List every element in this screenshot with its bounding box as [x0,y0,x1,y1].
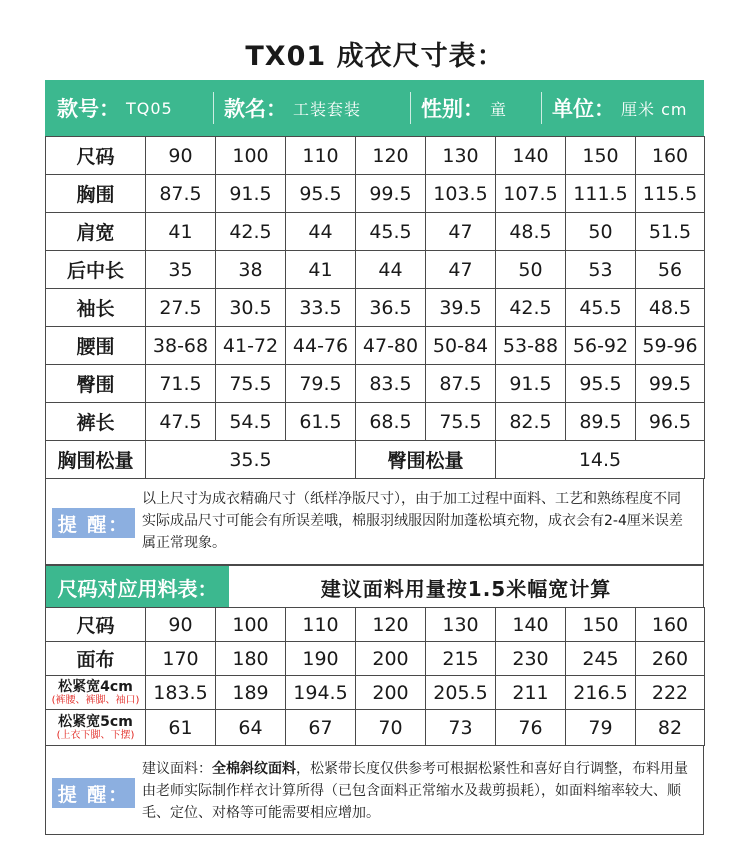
style-name [214,80,410,136]
value-cell: 82 [636,710,705,746]
size-cell: 90 [146,137,216,175]
value-cell: 54.5 [216,403,286,441]
size-header-label: 尺码 [46,137,146,175]
row-label [46,676,146,710]
value-cell: 87.5 [426,365,496,403]
style-number [45,80,213,136]
value-cell: 211 [496,676,566,710]
value-cell: 44 [356,251,426,289]
value-cell: 99.5 [356,175,426,213]
table-row [46,710,705,746]
fabric-section-title: 建议面料用量按1.5米幅宽计算 [320,576,612,601]
value-cell: 30.5 [216,289,286,327]
value-cell: 75.5 [426,403,496,441]
value-cell: 39.5 [426,289,496,327]
hip-ease-value: 14.5 [496,441,705,479]
value-cell: 87.5 [146,175,216,213]
value-cell: 59-96 [636,327,705,365]
value-cell: 56 [636,251,705,289]
size-cell: 140 [496,137,566,175]
value-cell: 170 [146,642,216,676]
style-number-value: TQ05 [126,98,173,118]
elastic-4cm-label: 松紧宽4cm [58,678,133,695]
value-cell: 75.5 [216,365,286,403]
value-cell: 200 [356,676,426,710]
value-cell: 44 [286,213,356,251]
value-cell: 245 [566,642,636,676]
chest-ease-value: 35.5 [146,441,356,479]
value-cell: 79.5 [286,365,356,403]
value-cell: 47-80 [356,327,426,365]
size-cell: 160 [636,137,705,175]
elastic-4cm-note: (裤腰、裤脚、袖口) [51,694,140,706]
reminder-tag: 提 醒： [52,508,135,538]
value-cell: 96.5 [636,403,705,441]
row-label: 面布 [46,642,146,676]
size-cell: 120 [356,608,426,642]
info-bar [45,80,704,136]
value-cell: 48.5 [636,289,705,327]
fabric-header-label: 尺码 [46,608,146,642]
table-row [46,289,705,327]
size-header-row [46,137,705,175]
value-cell: 35 [146,251,216,289]
value-cell: 48.5 [496,213,566,251]
size-cell: 130 [426,137,496,175]
hip-ease-label: 臀围松量 [356,441,496,479]
fabric-section-label: 尺码对应用料表： [46,566,229,608]
value-cell: 205.5 [426,676,496,710]
row-label: 腰围 [46,327,146,365]
value-cell: 61.5 [286,403,356,441]
value-cell: 53 [566,251,636,289]
value-cell: 41 [286,251,356,289]
size-cell: 100 [216,137,286,175]
ease-row [46,441,705,479]
value-cell: 42.5 [216,213,286,251]
table-row [46,676,705,710]
fabric-suggestion-prefix: 建议面料： [142,761,212,777]
gender [411,80,541,136]
row-label: 肩宽 [46,213,146,251]
size-cell: 110 [286,608,356,642]
row-label: 胸围 [46,175,146,213]
value-cell: 41-72 [216,327,286,365]
value-cell: 51.5 [636,213,705,251]
size-cell: 150 [566,608,636,642]
value-cell: 95.5 [566,365,636,403]
style-number-label: 款号： [57,97,120,121]
table-row [46,642,705,676]
size-cell: 160 [636,608,705,642]
fabric-header-row [46,608,705,642]
value-cell: 79 [566,710,636,746]
value-cell: 99.5 [636,365,705,403]
value-cell: 216.5 [566,676,636,710]
value-cell: 50 [566,213,636,251]
value-cell: 70 [356,710,426,746]
value-cell: 47.5 [146,403,216,441]
row-label: 袖长 [46,289,146,327]
size-cell: 140 [496,608,566,642]
value-cell: 64 [216,710,286,746]
size-cell: 100 [216,608,286,642]
note-box [45,479,704,565]
value-cell: 111.5 [566,175,636,213]
note-box [45,745,704,835]
chest-ease-label: 胸围松量 [46,441,146,479]
value-cell: 50 [496,251,566,289]
value-cell: 190 [286,642,356,676]
table-row [46,213,705,251]
unit-label: 单位： [552,97,615,121]
value-cell: 183.5 [146,676,216,710]
size-cell: 90 [146,608,216,642]
value-cell: 89.5 [566,403,636,441]
value-cell: 222 [636,676,705,710]
value-cell: 45.5 [356,213,426,251]
value-cell: 56-92 [566,327,636,365]
value-cell: 103.5 [426,175,496,213]
value-cell: 68.5 [356,403,426,441]
elastic-5cm-label: 松紧宽5cm [58,713,133,730]
reminder-tag: 提 醒： [52,778,135,808]
value-cell: 27.5 [146,289,216,327]
value-cell: 230 [496,642,566,676]
style-name-value: 工装套装 [293,99,362,119]
value-cell: 215 [426,642,496,676]
value-cell: 73 [426,710,496,746]
value-cell: 260 [636,642,705,676]
value-cell: 91.5 [216,175,286,213]
value-cell: 61 [146,710,216,746]
value-cell: 38 [216,251,286,289]
elastic-5cm-note: (上衣下脚、下摆) [56,729,135,741]
value-cell: 47 [426,213,496,251]
value-cell: 41 [146,213,216,251]
table-row [46,175,705,213]
fabric-table [45,607,705,746]
value-cell: 33.5 [286,289,356,327]
table-row [46,327,705,365]
table-row [46,365,705,403]
table-row [46,251,705,289]
value-cell: 194.5 [286,676,356,710]
size-cell: 130 [426,608,496,642]
value-cell: 76 [496,710,566,746]
value-cell: 95.5 [286,175,356,213]
value-cell: 115.5 [636,175,705,213]
unit [542,80,704,136]
value-cell: 42.5 [496,289,566,327]
value-cell: 180 [216,642,286,676]
row-label: 臀围 [46,365,146,403]
fabric-suggestion-text: ，松紧带长度仅供参考可根据松紧性和喜好自行调整，布料用量由老师实际制作样衣计算所得（已包含面料正常缩水及裁剪损耗），如面料缩率较大、顺毛、定位、对格等可能需要相应增加。 [142,761,688,821]
value-cell: 71.5 [146,365,216,403]
value-cell: 200 [356,642,426,676]
page-title: TX01 成衣尺寸表： [245,41,505,72]
unit-value: 厘米 cm [621,99,688,119]
value-cell: 107.5 [496,175,566,213]
size-cell: 120 [356,137,426,175]
value-cell: 67 [286,710,356,746]
value-cell: 83.5 [356,365,426,403]
size-cell: 110 [286,137,356,175]
value-cell: 36.5 [356,289,426,327]
value-cell: 50-84 [426,327,496,365]
row-label: 后中长 [46,251,146,289]
fabric-section-header [45,565,704,607]
gender-label: 性别： [421,97,484,121]
value-cell: 91.5 [496,365,566,403]
value-cell: 47 [426,251,496,289]
reminder-text: 以上尺寸为成衣精确尺寸（纸样净版尺寸），由于加工过程中面料、工艺和熟练程度不同实际成品尺寸可能会有所误差哦，棉服羽绒服因附加蓬松填充物，成衣会有2-4厘米误差属正常现象。 [142,491,683,551]
value-cell: 45.5 [566,289,636,327]
value-cell: 82.5 [496,403,566,441]
table-row [46,403,705,441]
fabric-suggestion-highlight: 全棉斜纹面料 [212,761,296,777]
size-cell: 150 [566,137,636,175]
value-cell: 53-88 [496,327,566,365]
row-label: 裤长 [46,403,146,441]
row-label [46,710,146,746]
gender-value: 童 [490,99,508,119]
value-cell: 44-76 [286,327,356,365]
value-cell: 189 [216,676,286,710]
size-table [45,136,705,479]
value-cell: 38-68 [146,327,216,365]
reminder-text [142,758,694,824]
style-name-label: 款名： [224,97,287,121]
